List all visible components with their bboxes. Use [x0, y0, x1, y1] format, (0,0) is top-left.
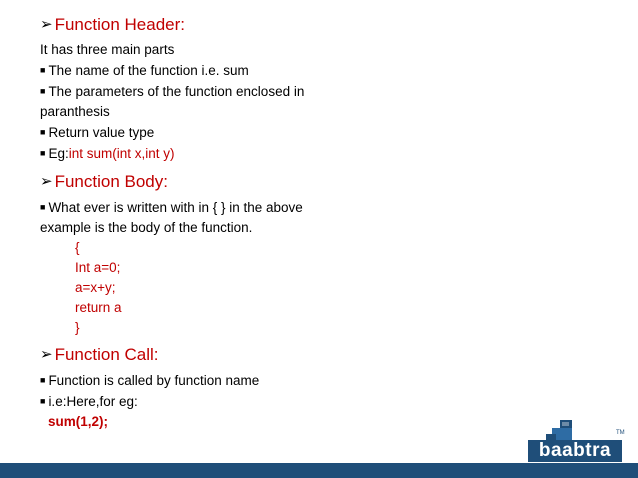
- list-item-continuation: example is the body of the function.: [40, 220, 253, 235]
- list-item: ■ The name of the function i.e. sum: [40, 63, 249, 78]
- logo-trademark: TM: [616, 430, 625, 436]
- square-bullet-icon: ■: [40, 86, 46, 96]
- square-bullet-icon: ■: [40, 202, 46, 212]
- code-line: }: [75, 320, 80, 335]
- code-line: a=x+y;: [75, 280, 116, 295]
- arrowhead-bullet-icon: ➢: [40, 16, 53, 33]
- square-bullet-icon: ■: [40, 65, 46, 75]
- square-bullet-icon: ■: [40, 148, 46, 158]
- footer-bar: [0, 463, 638, 478]
- intro-text: It has three main parts: [40, 42, 175, 57]
- arrowhead-bullet-icon: ➢: [40, 346, 53, 363]
- list-item: ■ Function is called by function name: [40, 373, 260, 388]
- list-item: ■ What ever is written with in { } in the above: [40, 200, 303, 215]
- logo-brand: baabtra: [538, 440, 612, 461]
- code-line: return a: [75, 300, 122, 315]
- list-item-continuation: paranthesis: [40, 104, 110, 119]
- section-heading-function-body: ➢ Function Body:: [40, 172, 168, 191]
- square-bullet-icon: ■: [40, 375, 46, 385]
- example-code: int sum(int x,int y): [68, 146, 175, 161]
- function-call-code: sum(1,2);: [48, 414, 109, 429]
- arrowhead-bullet-icon: ➢: [40, 173, 53, 190]
- slide-content: [40, 14, 370, 432]
- list-item: ■ The parameters of the function enclosed in: [40, 84, 305, 99]
- square-bullet-icon: ■: [40, 396, 46, 406]
- section-heading-function-call: ➢ Function Call:: [40, 345, 159, 364]
- square-bullet-icon: ■: [40, 127, 46, 137]
- list-item-example: ■ Eg:int sum(int x,int y): [40, 146, 175, 161]
- list-item: ■ i.e:Here,for eg:: [40, 394, 138, 409]
- logo-mark-icon: [542, 418, 582, 442]
- list-item: ■ Return value type: [40, 125, 155, 140]
- code-line: Int a=0;: [75, 260, 121, 275]
- section-heading-function-header: ➢ Function Header:: [40, 15, 185, 34]
- code-line: {: [75, 240, 80, 255]
